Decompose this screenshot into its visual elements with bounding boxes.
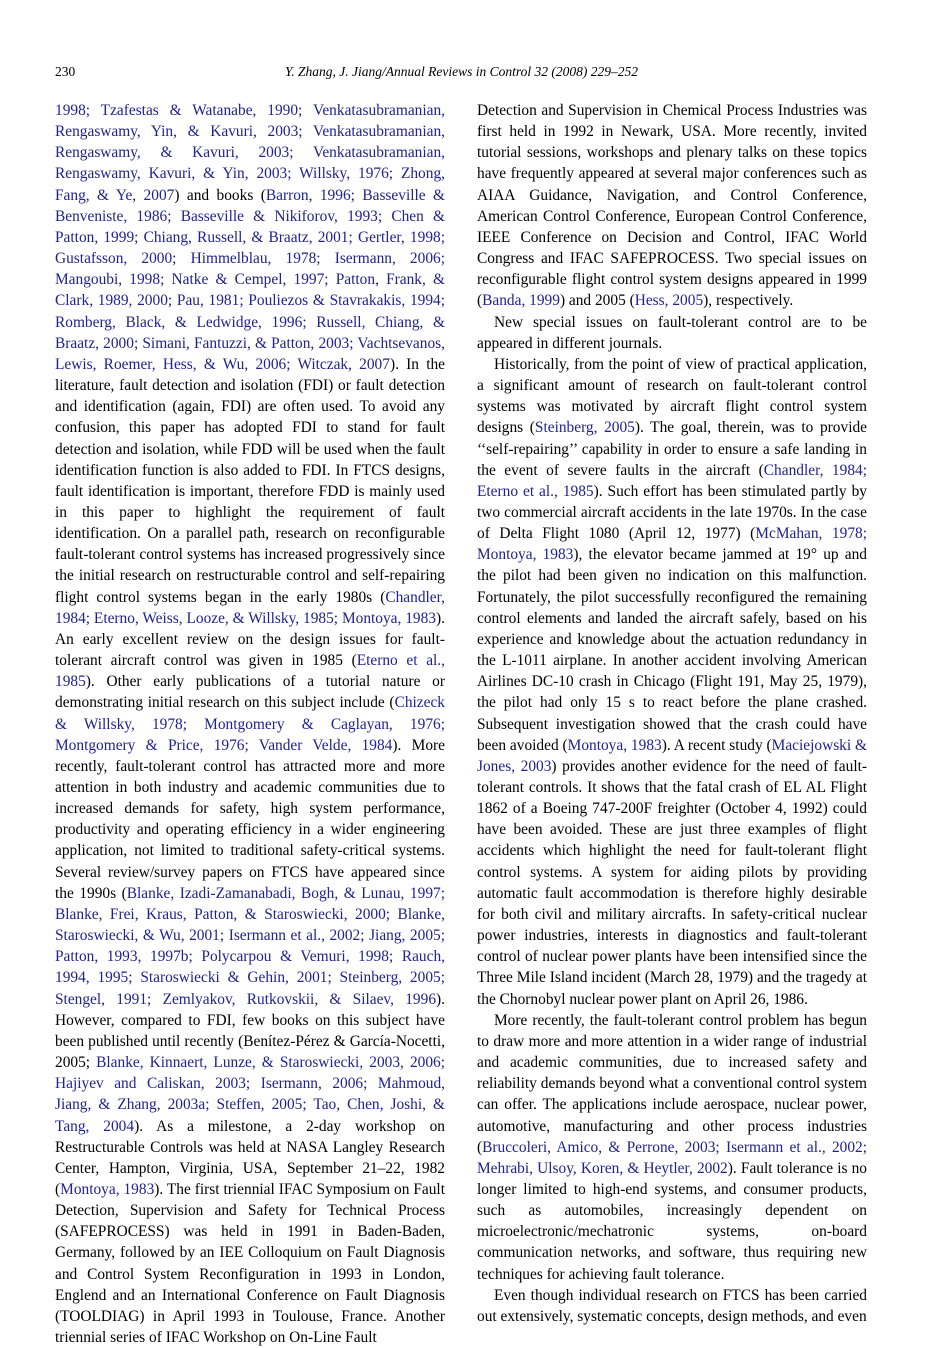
text-run: ). More recently, fault-tolerant control has attracted more and more attention in both industry and academic communities due to increased demands for safety, high system performance, productivity and operating efficiency in a wider engineering application, not limited to traditional safety-critical systems. Several review/survey papers on FTCS have appeared since the 1990s ( (55, 736, 445, 902)
text-run: ). An early excellent review on the design issues for fault-tolerant aircraft control was given in 1985 ( (55, 609, 445, 670)
text-run: ). Such effort has been stimulated partly by two commercial aircraft accidents in the late 1970s. In the case of Delta Flight 1080 (April 12, 1977) ( (477, 482, 867, 543)
paragraph (477, 312, 867, 354)
citation-link[interactable]: Montoya, 1983 (567, 736, 662, 754)
text-run: ). However, compared to FDI, few books on this subject have been published until recently (Benítez-Pérez & García-Nocetti, 2005; (55, 990, 445, 1072)
citation-link[interactable]: Banda, 1999 (482, 292, 560, 310)
text-run: ), respectively. (703, 292, 794, 310)
page-number: 230 (55, 64, 76, 79)
citation-link[interactable]: Steinberg, 2005 (534, 419, 635, 437)
text-run: ), the elevator became jammed at 19° up and the pilot had been given no indication on this malfunction. Fortunately, the pilot successfully reconfigured the remaining control elements and landed the aircraft safely, based on his experience and knowledge about the actuation redundancy in the L-1011 airplane. In another accident involving American Airlines DC-10 crash in Chicago (Flight 191, May 25, 1979), the pilot had only 15 s to react before the plane crashed. Subsequent investigation showed that the crash could have been avoided ( (477, 546, 867, 754)
text-run: ). The goal, therein, was to provide ‘‘self-repairing’’ capability in order to ensure a safe landing in the event of severe faults in the aircraft ( (477, 419, 867, 479)
paragraph (477, 100, 867, 312)
running-title: Y. Zhang, J. Jiang/Annual Reviews in Control 32 (2008) 229–252 (285, 64, 638, 79)
citation-link[interactable]: Blanke, Kinnaert, Lunze, & Staroswiecki, 2003, 2006; Hajiyev and Caliskan, 2003; Isermann, 2006; Mahmoud, Jiang, & Zhang, 2003a; Steffen, 2005; Tao, Chen, Joshi, & Tang, 2004 (55, 1054, 446, 1135)
citation-link[interactable]: Chandler, 1984; Eterno, Weiss, Looze, & Willsky, 1985; Montoya, 1983 (55, 588, 445, 627)
citation-link[interactable]: Hess, 2005 (634, 292, 704, 310)
text-run: ) and 2005 ( (559, 292, 635, 310)
citation-link[interactable]: Barron, 1996; Basseville & Benveniste, 1986; Basseville & Nikiforov, 1993; Chen & Patton, 1999; Chiang, Russell, & Braatz, 2001; Gertler, 1998; Gustafsson, 2000; Himmelblau, 1978; Isermann, 2006; Mangoubi, 1998; Natke & Cempel, 1997; Patton, Frank, & Clark, 1989, 2000; Pau, 1981; Pouliezos & Stavrakakis, 1994; Romberg, Black, & Ledwidge, 1996; Russell, Chiang, & Braatz, 2000; Simani, Fantuzzi, & Patton, 2003; Vachtsevanos, Lewis, Roemer, Hess, & Wu, 2006; Witczak, 2007 (55, 186, 446, 373)
citation-link[interactable]: Montoya, 1983 (60, 1180, 155, 1198)
paragraph (477, 1010, 867, 1285)
citation-link[interactable]: Blanke, Izadi-Zamanabadi, Bogh, & Lunau, 1997; Blanke, Frei, Kraus, Patton, & Staroswiecki, 2000; Blanke, Staroswiecki, & Wu, 2001; Isermann et al., 2002; Jiang, 2005; Patton, 1993, 1997b; Polycarpou & Vemuri, 1998; Rauch, 1994, 1995; Staroswiecki & Gehin, 2001; Steinberg, 2005; Stengel, 1991; Zemlyakov, Rutkovskii, & Silaev, 1996 (55, 884, 445, 1008)
left-column (55, 100, 445, 1348)
text-run: ). Fault tolerance is no longer limited to high-end systems, and consumer products, such as automobiles, increasingly dependent on microelectronic/mechatronic systems, on-board communication networks, and software, thus requiring new techniques for achieving fault tolerance. (477, 1159, 867, 1283)
text-run: Even though individual research on FTCS has been carried out extensively, systematic concepts, design methods, and even (477, 1286, 867, 1325)
two-column-body (55, 100, 868, 1348)
text-run: ). As a milestone, a 2-day workshop on Restructurable Controls was held at NASA Langley Research Center, Hampton, Virginia, USA, September 21–22, 1982 ( (55, 1117, 446, 1198)
text-run: ). In the literature, fault detection and isolation (FDI) or fault detection and identification (again, FDI) are often used. To avoid any confusion, this paper has adopted FDI to stand for fault detection and isolation, while FDD will be used when the fault identification function is also added to FDI. In FTCS designs, fault identification is important, therefore FDD is mainly used in this paper to highlight the requirement of fault identification. On a parallel path, research on reconfigurable fault-tolerant control systems has increased progressively since the initial research on restructurable control and self-repairing flight control systems began in the early 1980s ( (55, 355, 445, 606)
citation-link[interactable]: Chizeck & Willsky, 1978; Montgomery & Caglayan, 1976; Montgomery & Price, 1976; Vander Velde, 1984 (55, 694, 445, 754)
text-run: Historically, from the point of view of practical application, a significant amount of research on fault-tolerant control systems was motivated by aircraft flight control system designs ( (477, 355, 867, 437)
citation-link[interactable]: Eterno et al., 1985 (55, 652, 445, 691)
text-run: Detection and Supervision in Chemical Process Industries was first held in 1992 in Newark, USA. More recently, invited tutorial sessions, workshops and plenary talks on these topics have frequently appeared at several major conferences such as AIAA Guidance, Navigation, and Control Conference, American Control Conference, European Control Conference, IEEE Conference on Decision and Control, IFAC World Congress and IFAC SAFEPROCESS. Two special issues on reconfigurable flight control system designs appeared in 1999 ( (477, 102, 867, 310)
text-run: New special issues on fault-tolerant control are to be appeared in different journals. (477, 313, 867, 352)
citation-link[interactable]: Chandler, 1984; Eterno et al., 1985 (477, 461, 867, 500)
page-header (55, 64, 868, 80)
paragraph (477, 1285, 867, 1327)
text-run: ) provides another evidence for the need of fault-tolerant controls. It shows that the fatal crash of EL AL Flight 1862 of a Boeing 747-200F freighter (October 4, 1992) could have been avoided. These are just three examples of flight accidents which highlight the need for fault-tolerant flight control systems. A system for aiding pilots by providing automatic fault accommodation is therefore highly desirable for both civil and military aircrafts. In safety-critical nuclear power industries, interests in diagnostics and fault-tolerant control of nuclear power plants have been intensified since the Three Mile Island incident (March 28, 1979) and the tragedy at the Chornobyl nuclear power plant on April 26, 1986. (477, 757, 867, 1008)
paragraph (477, 354, 867, 1010)
text-run: More recently, the fault-tolerant control problem has begun to draw more and more attention in a wider range of industrial and academic communities, due to increased safety and reliability demands beyond what a conventional control system can offer. The applications include aerospace, nuclear power, automotive, manufacturing and other process industries ( (477, 1011, 867, 1156)
citation-link[interactable]: Bruccoleri, Amico, & Perrone, 2003; Isermann et al., 2002; Mehrabi, Ulsoy, Koren, & Heytler, 2002 (477, 1138, 867, 1177)
text-run: ). Other early publications of a tutorial nature or demonstrating initial research on this subject include ( (55, 673, 445, 712)
right-column (477, 100, 867, 1348)
text-run: ) and books ( (174, 186, 266, 204)
text-run: ). The first triennial IFAC Symposium on Fault Detection, Supervision and Safety for Technical Process (SAFEPROCESS) was held in 1991 in Baden-Baden, Germany, followed by an IEE Colloquium on Fault Diagnosis and Control System Reconfiguration in 1993 in London, Englend and an International Conference on Fault Diagnosis (TOOLDIAG) in April 1993 in Toulouse, France. Another triennial series of IFAC Workshop on On-Line Fault (55, 1180, 445, 1347)
citation-link[interactable]: Maciejowski & Jones, 2003 (477, 736, 867, 775)
citation-link[interactable]: McMahan, 1978; Montoya, 1983 (477, 525, 867, 564)
paragraph (55, 100, 445, 1348)
text-run: ). A recent study ( (661, 736, 772, 754)
citation-link[interactable]: 1998; Tzafestas & Watanabe, 1990; Venkatasubramanian, Rengaswamy, Yin, & Kavuri, 2003; Venkatasubramanian, Rengaswamy, & Kavuri, 2003; Venkatasubramanian, Rengaswamy, Kavuri, & Yin, 2003; Willsky, 1976; Zhong, Fang, & Ye, 2007 (55, 102, 445, 204)
